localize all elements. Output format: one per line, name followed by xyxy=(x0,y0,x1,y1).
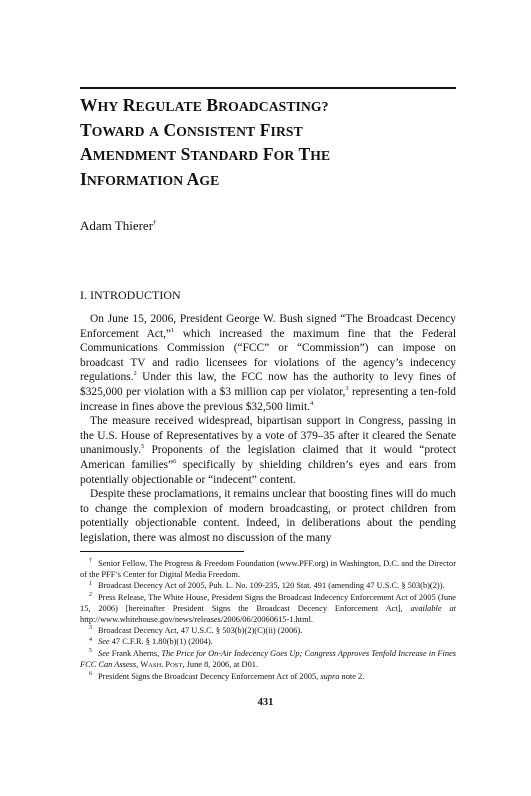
title-line: INFORMATION AGE xyxy=(80,168,220,189)
text-run: Press Release, The White House, President Signs the Broadcast Indecency Enforcement Act of 2005 (June 15, 2006) [hereinafter President Signs the Broadcast Decency Enforcement Act], xyxy=(80,592,456,613)
footnote xyxy=(80,648,456,671)
article-title xyxy=(80,94,460,192)
text-run: , June 8, 2006, at D01. xyxy=(182,659,259,669)
author-name: Adam Thierer xyxy=(80,218,154,233)
title-top-rule xyxy=(80,87,456,89)
footnote-reference: 4 xyxy=(309,399,314,407)
text-run: http://www.whitehouse.gov/news/releases/2006/06/20060615-1.html. xyxy=(80,615,313,625)
footnote-reference: 2 xyxy=(133,370,137,378)
author-footnote-mark: † xyxy=(153,218,157,227)
footnotes xyxy=(80,558,456,682)
text-run: , W xyxy=(136,659,149,669)
footnote-mark: 1 xyxy=(89,580,92,587)
small-caps-text: OST xyxy=(170,661,183,669)
footnote-mark: 3 xyxy=(89,625,92,632)
footnote-mark: † xyxy=(89,558,93,565)
title-line: TOWARD A CONSISTENT FIRST xyxy=(80,119,303,140)
small-caps-text: ASH xyxy=(148,661,162,669)
text-run: which increased the maximum fine that the Federal Communications Commission (“FCC” or “Commission”) can impose on broadcast TV and radio licensees for violations of the agency’s indecency regulations. xyxy=(80,327,456,384)
footnote-reference: 5 xyxy=(140,443,145,451)
footnote-mark: 6 xyxy=(89,671,92,678)
text-run: The measure received widespread, bipartisan support in Congress, passing in the U.S. House of Representatives by a vote of 379–35 after it cleared the Senate unanimously. xyxy=(80,415,456,457)
italic-text: See xyxy=(98,637,110,647)
italic-text: supra xyxy=(320,672,340,682)
text-run: representing a ten-fold increase in fines above the previous $32,500 limit. xyxy=(80,385,456,413)
text-run: On June 15, 2006, President George W. Bush signed “The Broadcast Decency Enforcement Act,” xyxy=(80,313,456,340)
text-run: 47 C.F.R. § 1.80(b)(1) (2004). xyxy=(109,637,213,647)
page-number: 431 xyxy=(257,697,274,708)
text-run: Under this law, the FCC now has the authority to levy fines of $325,000 per violation with a $3 million cap per violator, xyxy=(80,371,456,398)
footnote xyxy=(80,580,456,591)
text-run: Broadcast Decency Act, 47 U.S.C. § 503(b)(2)(C)(ii) (2006). xyxy=(98,626,303,636)
text-run: specifically by shielding children’s eyes and ears from potentially objectionable or “indecent” content. xyxy=(80,458,456,486)
text-run: Broadcast Decency Act of 2005, Pub. L. No. 109-235, 120 Stat. 491 (amending 47 U.S.C. § 503(b)(2)). xyxy=(98,581,445,591)
text-run: Frank Aherns, xyxy=(109,648,162,658)
footnote-mark: 5 xyxy=(89,647,92,654)
body-paragraph xyxy=(80,487,456,545)
text-run: President Signs the Broadcast Decency Enforcement Act of 2005, xyxy=(98,672,321,682)
footnote-reference: 1 xyxy=(171,326,175,334)
text-run: Despite these proclamations, it remains unclear that boosting fines will do much to change the complexion of modern broadcasting, or protect children from potentially objectionable content. Indeed, in deliberations about the pending legislation, there was almost no discussion of the many xyxy=(80,488,456,544)
title-line: WHY REGULATE BROADCASTING? xyxy=(80,95,329,115)
title-line: AMENDMENT STANDARD FOR THE xyxy=(80,144,331,164)
body-text xyxy=(80,312,456,546)
section-heading: I. INTRODUCTION xyxy=(80,288,181,302)
footnote-mark: 2 xyxy=(89,591,92,598)
footnote xyxy=(80,625,456,636)
italic-text: The Price for On-Air Indecency Goes Up; Congress Approves Tenfold Increase in Fines FCC Can Assess xyxy=(80,648,457,669)
footnote-reference: 3 xyxy=(345,385,349,393)
footnote xyxy=(80,558,456,580)
footnote-reference: 6 xyxy=(173,458,177,466)
text-run: Proponents of the legislation claimed that it would “protect American families” xyxy=(80,444,456,471)
italic-text: See xyxy=(98,648,110,658)
italic-text: available at xyxy=(410,603,456,613)
footnote xyxy=(80,592,456,626)
body-paragraph xyxy=(80,312,456,414)
text-run: note 2. xyxy=(339,672,365,682)
footnote-separator xyxy=(80,551,244,552)
footnote xyxy=(80,636,456,647)
footnote xyxy=(80,671,456,682)
body-paragraph xyxy=(80,414,456,487)
text-run: . P xyxy=(161,659,171,669)
text-run: Senior Fellow, The Progress & Freedom Foundation (www.PFF.org) in Washington, D.C. and the Director of the PFF’s Center for Digital Media Freedom. xyxy=(80,559,456,580)
author-byline xyxy=(80,218,157,234)
footnote-mark: 4 xyxy=(89,636,92,643)
